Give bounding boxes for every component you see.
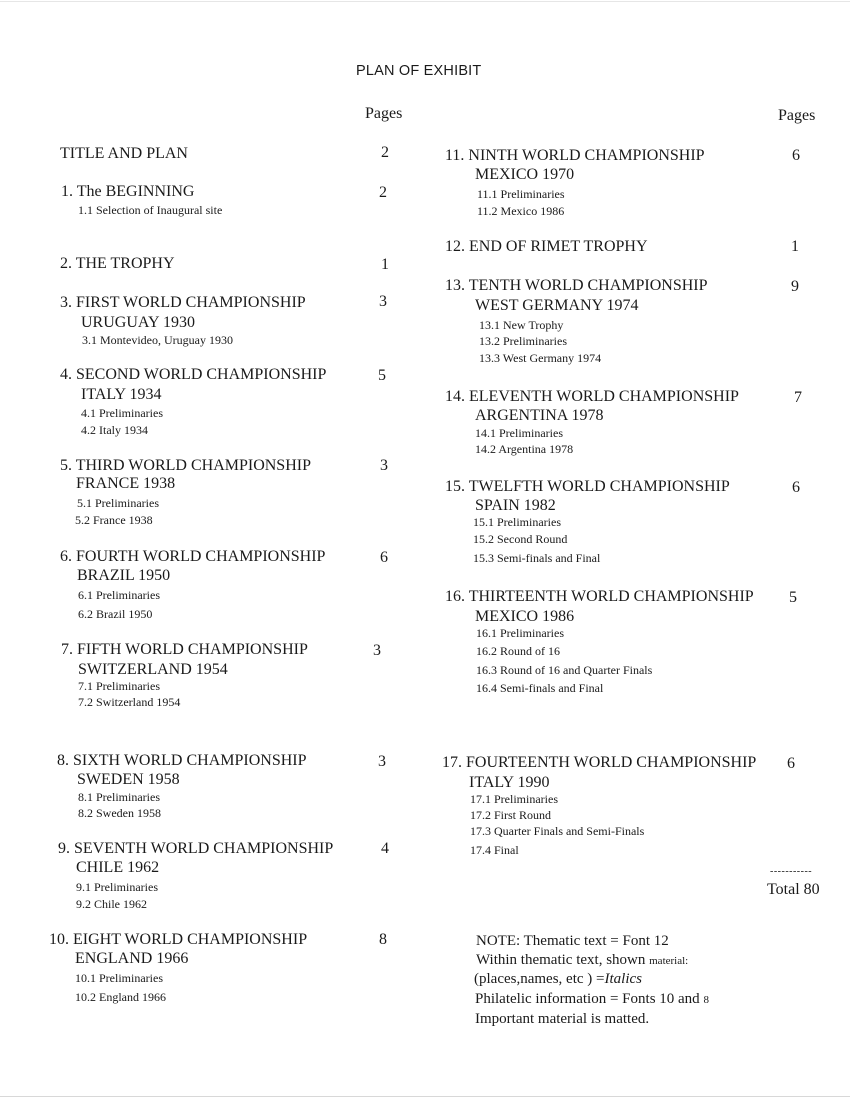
total-pages: Total 80 (767, 881, 820, 898)
entry-continuation: BRAZIL 1950 (77, 567, 171, 584)
entry-pages: 1 (791, 238, 799, 255)
entry-subitem: 13.3 West Germany 1974 (479, 351, 602, 365)
entry-continuation: ENGLAND 1966 (75, 950, 189, 967)
entry-continuation: SPAIN 1982 (475, 497, 556, 514)
entry-continuation: ITALY 1934 (81, 386, 162, 403)
entry-heading: 9. SEVENTH WORLD CHAMPIONSHIP (58, 840, 334, 857)
entry-pages: 9 (791, 278, 799, 295)
entry-heading: 14. ELEVENTH WORLD CHAMPIONSHIP (445, 388, 739, 405)
entry-continuation: WEST GERMANY 1974 (475, 297, 639, 314)
entry-subitem: 13.2 Preliminaries (479, 334, 567, 348)
entry-subitem: 15.2 Second Round (473, 532, 568, 546)
pages-header-right: Pages (778, 107, 816, 124)
entry-heading: 5. THIRD WORLD CHAMPIONSHIP (60, 457, 311, 474)
entry-heading: 8. SIXTH WORLD CHAMPIONSHIP (57, 752, 307, 769)
entry-subitem: 11.2 Mexico 1986 (477, 204, 565, 218)
note-line: NOTE: Thematic text = Font 12 (476, 933, 669, 949)
entry-subitem: 15.3 Semi-finals and Final (473, 551, 601, 565)
entry-subitem: 17.4 Final (470, 843, 519, 857)
entry-pages: 3 (373, 642, 381, 659)
entry-pages: 8 (379, 931, 387, 948)
entry-heading: 13. TENTH WORLD CHAMPIONSHIP (445, 277, 708, 294)
entry-pages: 5 (378, 367, 386, 384)
entry-pages: 6 (792, 147, 800, 164)
entry-pages: 3 (378, 753, 386, 770)
entry-continuation: SWEDEN 1958 (77, 771, 180, 788)
note-line: Important material is matted. (475, 1011, 650, 1027)
entry-heading: 4. SECOND WORLD CHAMPIONSHIP (60, 366, 327, 383)
entry-subitem: 11.1 Preliminaries (477, 187, 565, 201)
entry-subitem: 13.1 New Trophy (479, 318, 564, 332)
entry-pages: 2 (379, 184, 387, 201)
entry-continuation: MEXICO 1986 (475, 608, 575, 625)
entry-subitem: 14.2 Argentina 1978 (475, 442, 574, 456)
entry-subitem: 16.3 Round of 16 and Quarter Finals (476, 663, 653, 677)
entry-subitem: 17.1 Preliminaries (470, 792, 558, 806)
entry-subitem: 15.1 Preliminaries (473, 515, 561, 529)
entry-subitem: 1.1 Selection of Inaugural site (78, 203, 223, 217)
entry-pages: 5 (789, 589, 797, 606)
page-title: PLAN OF EXHIBIT (356, 63, 482, 79)
entry-pages: 3 (380, 457, 388, 474)
entry-heading: 11. NINTH WORLD CHAMPIONSHIP (445, 147, 705, 164)
note-line: Within thematic text, shown material: (476, 952, 689, 968)
entry-subitem: 16.4 Semi-finals and Final (476, 681, 604, 695)
entry-subitem: 8.2 Sweden 1958 (78, 806, 161, 820)
entry-subitem: 3.1 Montevideo, Uruguay 1930 (82, 333, 233, 347)
entry-heading: 12. END OF RIMET TROPHY (445, 238, 648, 255)
entry-subitem: 17.3 Quarter Finals and Semi-Finals (470, 824, 645, 838)
entry-pages: 7 (794, 389, 802, 406)
entry-pages: 6 (792, 479, 800, 496)
entry-heading: 10. EIGHT WORLD CHAMPIONSHIP (49, 931, 308, 948)
entry-subitem: 5.2 France 1938 (75, 513, 153, 527)
entry-heading: 6. FOURTH WORLD CHAMPIONSHIP (60, 548, 326, 565)
entry-pages: 3 (379, 293, 387, 310)
entry-heading: TITLE AND PLAN (60, 145, 188, 162)
entry-subitem: 6.2 Brazil 1950 (78, 607, 153, 621)
entry-pages: 1 (381, 256, 389, 273)
entry-subitem: 4.1 Preliminaries (81, 406, 163, 420)
note-line: Philatelic information = Fonts 10 and 8 (475, 991, 709, 1007)
entry-pages: 6 (380, 549, 388, 566)
pages-header-left: Pages (365, 105, 403, 122)
entry-subitem: 9.1 Preliminaries (76, 880, 158, 894)
entry-continuation: ARGENTINA 1978 (475, 407, 604, 424)
entry-subitem: 16.1 Preliminaries (476, 626, 564, 640)
entry-subitem: 5.1 Preliminaries (77, 496, 159, 510)
entry-subitem: 17.2 First Round (470, 808, 552, 822)
note-line: (places,names, etc ) =Italics (474, 971, 642, 987)
entry-subitem: 7.2 Switzerland 1954 (78, 695, 181, 709)
entry-subitem: 9.2 Chile 1962 (76, 897, 147, 911)
entry-pages: 6 (787, 755, 795, 772)
entry-continuation: URUGUAY 1930 (81, 314, 195, 331)
entry-pages: 4 (381, 840, 389, 857)
entry-continuation: CHILE 1962 (76, 859, 160, 876)
entry-heading: 7. FIFTH WORLD CHAMPIONSHIP (61, 641, 308, 658)
entry-subitem: 16.2 Round of 16 (476, 644, 560, 658)
entry-heading: 15. TWELFTH WORLD CHAMPIONSHIP (445, 478, 730, 495)
entry-continuation: ITALY 1990 (469, 774, 550, 791)
entry-continuation: MEXICO 1970 (475, 166, 575, 183)
entry-continuation: SWITZERLAND 1954 (78, 661, 228, 678)
entry-heading: 1. The BEGINNING (61, 183, 195, 200)
entry-pages: 2 (381, 144, 389, 161)
entry-heading: 17. FOURTEENTH WORLD CHAMPIONSHIP (442, 754, 757, 771)
scan-edge-top (0, 1, 850, 2)
entry-continuation: FRANCE 1938 (76, 475, 176, 492)
entry-heading: 3. FIRST WORLD CHAMPIONSHIP (60, 294, 306, 311)
entry-subitem: 4.2 Italy 1934 (81, 423, 148, 437)
entry-subitem: 8.1 Preliminaries (78, 790, 160, 804)
entry-heading: 16. THIRTEENTH WORLD CHAMPIONSHIP (445, 588, 754, 605)
entry-heading: 2. THE TROPHY (60, 255, 175, 272)
entry-subitem: 14.1 Preliminaries (475, 426, 563, 440)
scan-edge-bottom (0, 1096, 850, 1097)
entry-subitem: 7.1 Preliminaries (78, 679, 160, 693)
entry-subitem: 10.2 England 1966 (75, 990, 166, 1004)
total-rule: ----------- (770, 866, 813, 877)
entry-subitem: 10.1 Preliminaries (75, 971, 163, 985)
entry-subitem: 6.1 Preliminaries (78, 588, 160, 602)
